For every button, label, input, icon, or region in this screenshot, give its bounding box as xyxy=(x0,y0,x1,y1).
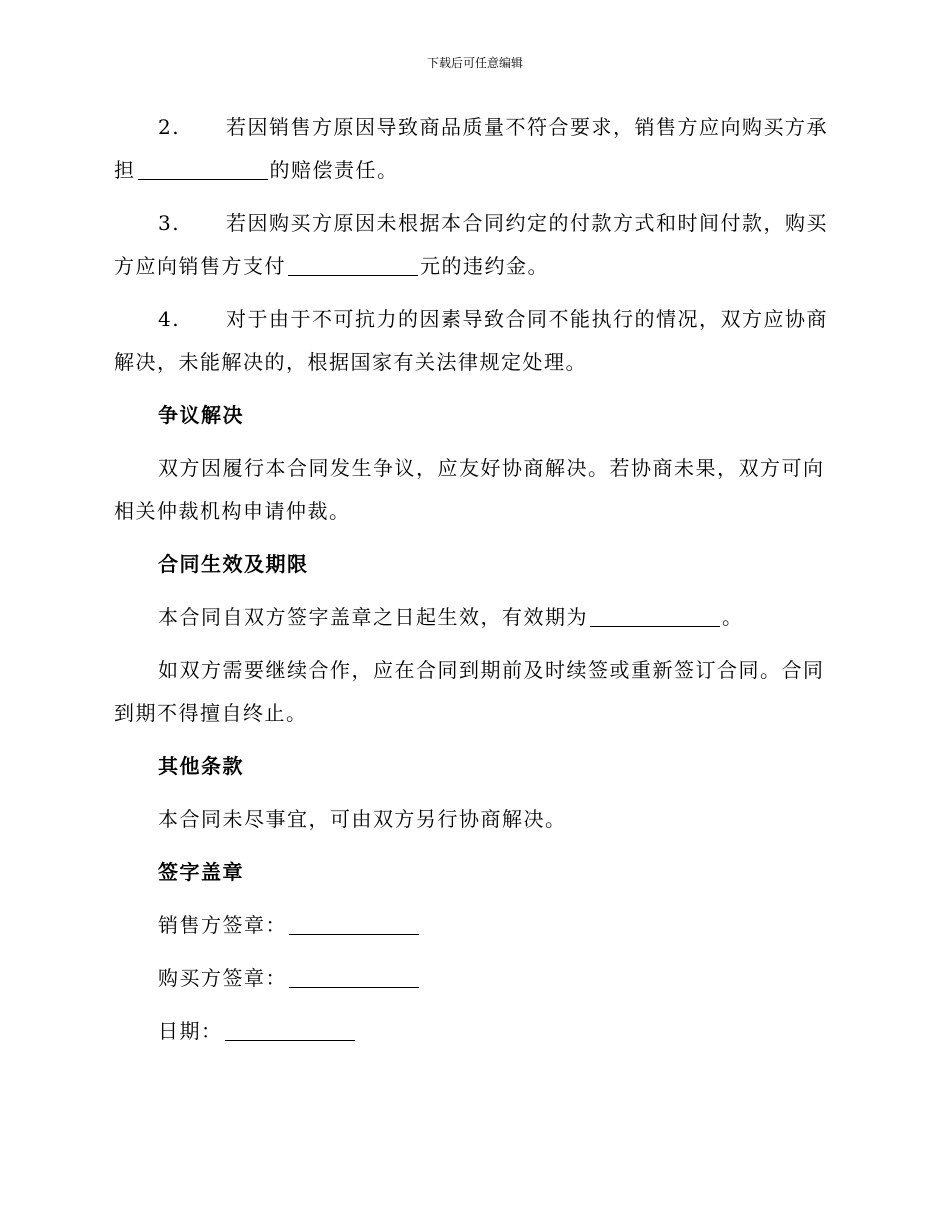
seller-signature-line xyxy=(114,904,834,947)
dispute-heading: 争议解决 xyxy=(158,403,244,427)
clause-item-4 xyxy=(114,298,834,384)
clause-text-end: 元的违约金。 xyxy=(420,254,549,278)
other-text: 本合同未尽事宜，可由双方另行协商解决。 xyxy=(158,807,567,831)
validity-line-1 xyxy=(114,596,834,639)
validity-text-end: 。 xyxy=(722,605,744,629)
other-heading: 其他条款 xyxy=(158,754,244,778)
buyer-label: 购买方签章： xyxy=(158,966,287,990)
buyer-signature-line xyxy=(114,957,834,1000)
buyer-signature-field[interactable] xyxy=(289,967,419,988)
date-field[interactable] xyxy=(225,1020,355,1041)
date-label: 日期： xyxy=(158,1019,223,1043)
blank-field[interactable] xyxy=(138,159,268,180)
validity-heading: 合同生效及期限 xyxy=(158,552,309,576)
clause-number: 3. xyxy=(158,211,181,235)
contract-body xyxy=(114,106,834,1063)
clause-text-end: 的赔偿责任。 xyxy=(269,158,399,182)
validity-line-2: 如双方需要继续合作，应在合同到期前及时续签或重新签订合同。合同到期不得擅自终止。 xyxy=(114,658,825,725)
validity-text: 本合同自双方签字盖章之日起生效，有效期为 xyxy=(158,605,588,629)
dispute-text: 双方因履行本合同发生争议，应友好协商解决。若协商未果，双方可向相关仲裁机构申请仲裁。 xyxy=(114,456,825,523)
seller-signature-field[interactable] xyxy=(289,914,419,935)
clause-item-3 xyxy=(114,202,834,288)
clause-text: 对于由于不可抗力的因素导致合同不能执行的情况，双方应协商解决，未能解决的，根据国家有关法律规定处理。 xyxy=(114,307,828,374)
clause-number: 4. xyxy=(158,307,181,331)
validity-period-field[interactable] xyxy=(590,606,720,627)
clause-number: 2. xyxy=(158,115,181,139)
signature-block xyxy=(114,904,834,1053)
clause-item-2 xyxy=(114,106,834,192)
signature-heading: 签字盖章 xyxy=(158,860,244,884)
seller-label: 销售方签章： xyxy=(158,913,287,937)
blank-field[interactable] xyxy=(288,255,418,276)
clause-text: 若因销售方原因导致商品质量不符合要求，销售方应向购买方承担 xyxy=(114,115,828,182)
page-header: 下载后可任意编辑 xyxy=(426,56,523,70)
date-line xyxy=(114,1010,834,1053)
clause-text: 若因购买方原因未根据本合同约定的付款方式和时间付款，购买方应向销售方支付 xyxy=(114,211,828,278)
